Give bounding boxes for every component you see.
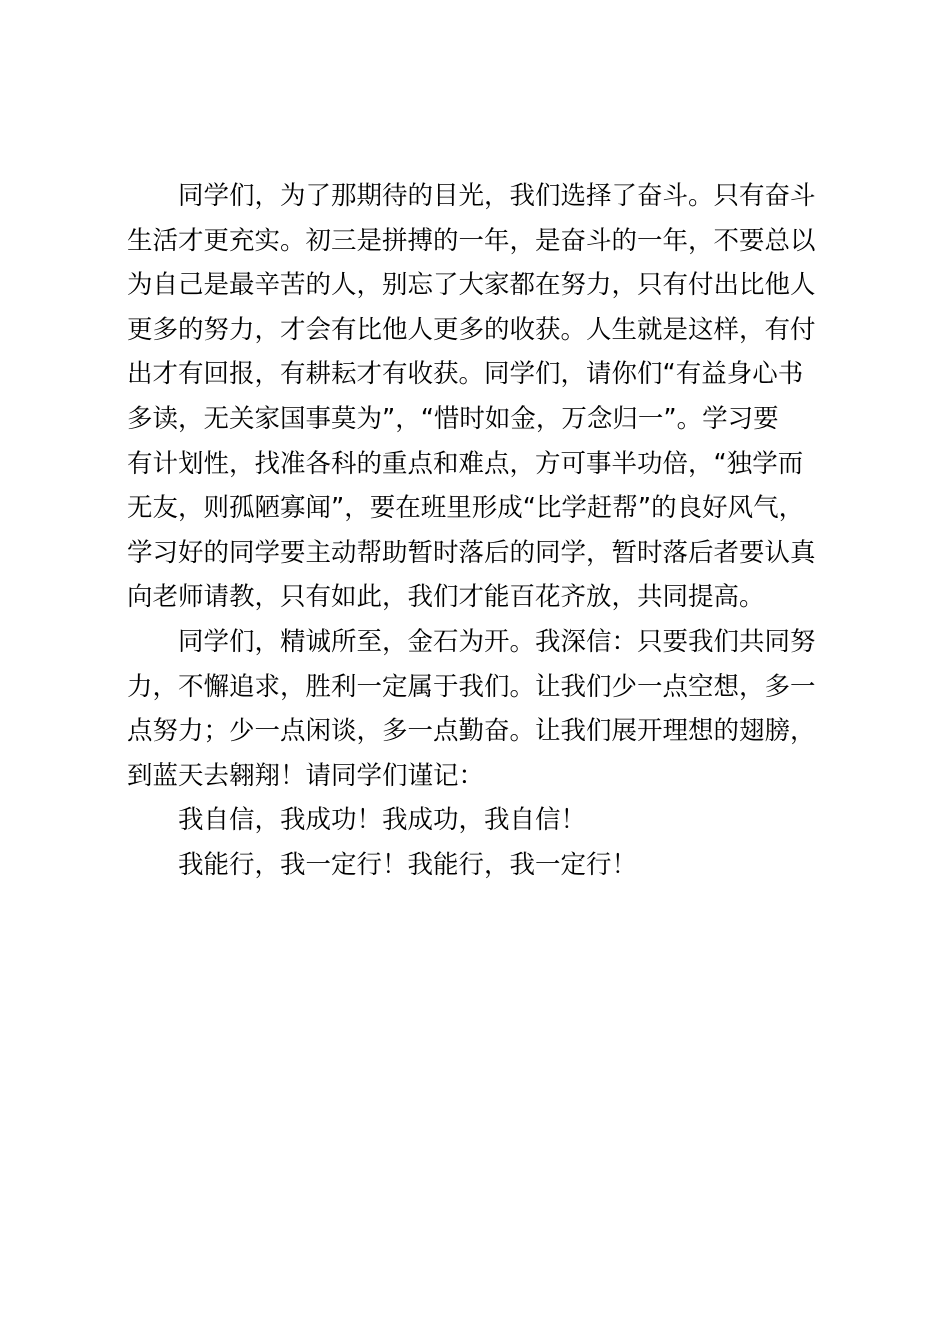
text-line: 力，不懈追求，胜利一定属于我们。让我们少一点空想，多一: [127, 671, 816, 702]
text-line: 我自信，我成功！我成功，我自信！: [178, 805, 587, 836]
document-body: [127, 174, 833, 888]
text-line: 到蓝天去翱翔！请同学们谨记：: [127, 760, 485, 791]
text-line: 无友，则孤陋寡闻”，要在班里形成“比学赶帮”的良好风气，: [127, 493, 805, 524]
text-line: 同学们，为了那期待的目光，我们选择了奋斗。只有奋斗: [178, 181, 816, 211]
text-line: 多读，无关家国事莫为”，“惜时如金，万念归一”。学习要: [127, 403, 779, 434]
text-line: 同学们，精诚所至，金石为开。我深信：只要我们共同努: [178, 626, 816, 657]
text-line: 向老师请教，只有如此，我们才能百花齐放，共同提高。: [127, 582, 765, 613]
text-line: 为自己是最辛苦的人，别忘了大家都在努力，只有付出比他人: [127, 270, 816, 301]
text-line: 出才有回报，有耕耘才有收获。同学们，请你们“有益身心书: [127, 359, 804, 390]
text-line: 更多的努力，才会有比他人更多的收获。人生就是这样，有付: [127, 314, 816, 345]
text-line: 有计划性，找准各科的重点和难点，方可事半功倍，“独学而: [127, 448, 804, 479]
text-line: 我能行，我一定行！我能行，我一定行！: [178, 849, 638, 880]
text-line: 生活才更充实。初三是拼搏的一年，是奋斗的一年，不要总以: [127, 225, 816, 256]
text-line: 学习好的同学要主动帮助暂时落后的同学，暂时落后者要认真: [127, 537, 816, 568]
text-line: 点努力；少一点闲谈，多一点勤奋。让我们展开理想的翅膀，: [127, 716, 816, 747]
